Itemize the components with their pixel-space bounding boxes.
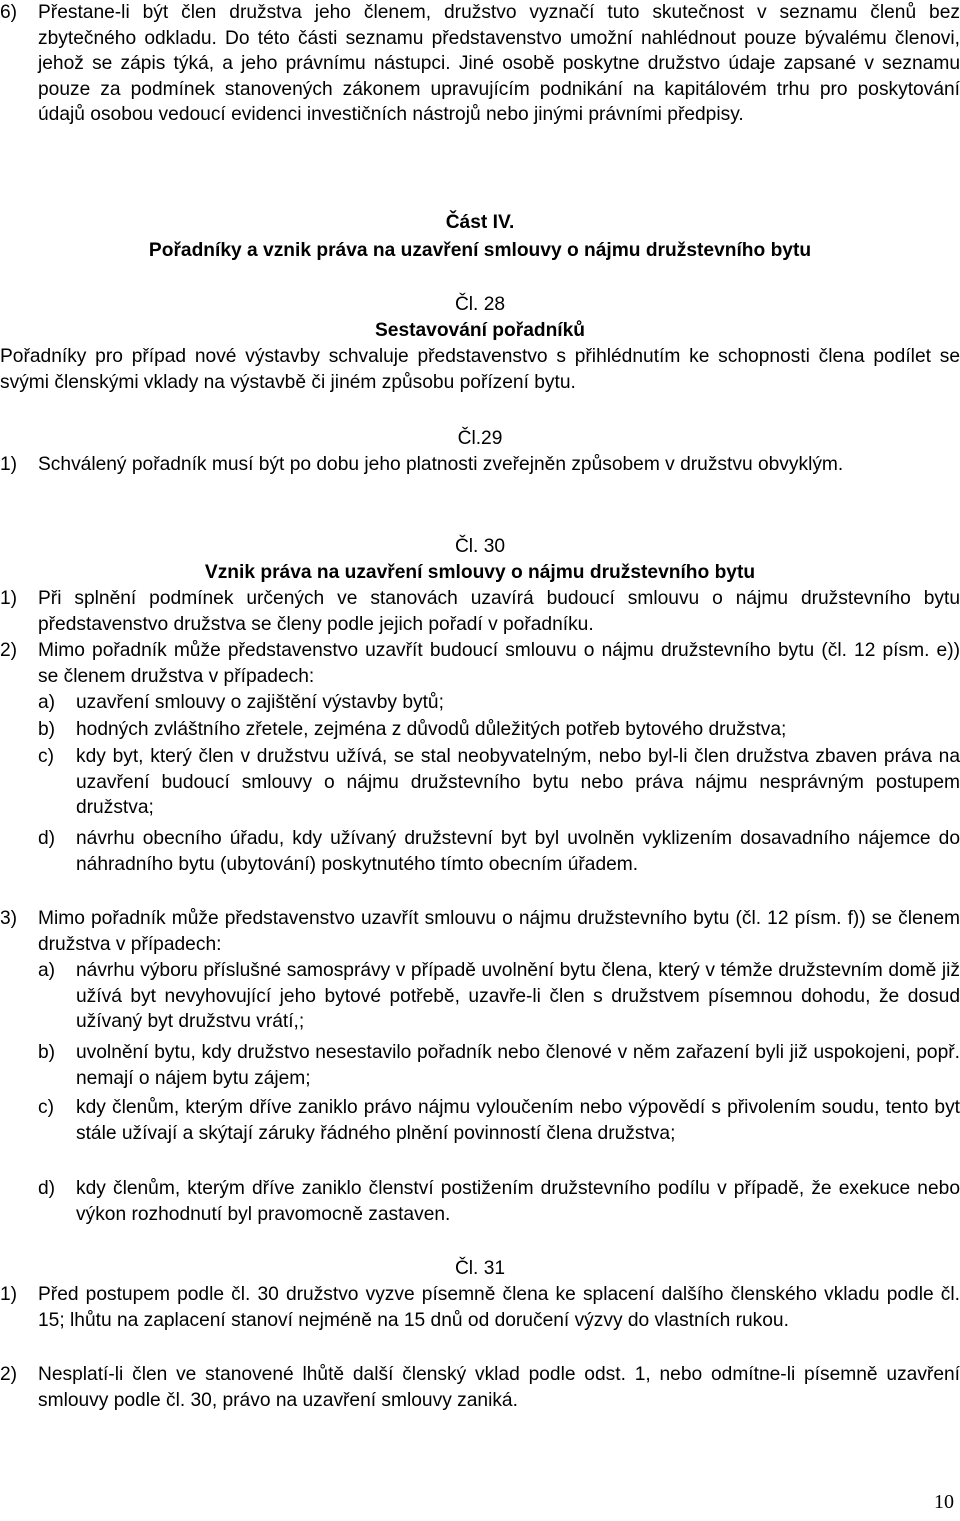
article-29-item-text: Schválený pořadník musí být po dobu jeho platnosti zveřejněn způsobem v družstvu obvyklým. bbox=[38, 454, 844, 475]
article-31-item-2 bbox=[0, 1362, 960, 1413]
article-30-p2-item-c bbox=[0, 744, 960, 821]
list-item-letter: b) bbox=[38, 719, 56, 740]
list-item-text: návrhu obecního úřadu, kdy užívaný družstevní byt byl uvolněn vyklizením dosavadního nájemce do náhradního bytu (ubytování) poskytnutého tímto obecním úřadem. bbox=[76, 828, 960, 875]
list-item-text: kdy členům, kterým dříve zaniklo členství postižením družstevního podílu v případě, že exekuce nebo výkon rozhodnutí byl pravomocně zastaven. bbox=[76, 1178, 960, 1225]
article-31-item-1 bbox=[0, 1282, 960, 1333]
article-30-p3-item-a bbox=[0, 958, 960, 1035]
article-30-p3 bbox=[0, 906, 960, 957]
article-29-item bbox=[0, 452, 960, 478]
article-30-label: Čl. 30 bbox=[454, 536, 506, 557]
article-30-p1-text: Při splnění podmínek určených ve stanovách uzavírá budoucí smlouvu o nájmu družstevního bytu představenstvo družstva se členy podle jejich pořadí v pořadníku. bbox=[38, 588, 960, 635]
list-item-text: uzavření smlouvy o zajištění výstavby bytů; bbox=[76, 692, 444, 713]
article-30-p3-item-b bbox=[0, 1040, 960, 1091]
article-30-p3-item-c bbox=[0, 1095, 960, 1146]
list-item-letter: d) bbox=[38, 828, 56, 849]
article-30-p2-item-a bbox=[0, 690, 960, 716]
article-30-p3-number: 3) bbox=[0, 908, 18, 929]
list-item-text: uvolnění bytu, kdy družstvo nesestavilo pořadník nebo členové v něm zařazení byli již uspokojeni, popř. nemají o nájem bytu zájem; bbox=[76, 1042, 960, 1089]
article-30-p2-item-d bbox=[0, 826, 960, 877]
article-28-title: Sestavování pořadníků bbox=[374, 320, 586, 341]
article-30-p2 bbox=[0, 638, 960, 689]
list-item-text: návrhu výboru příslušné samosprávy v případě uvolnění bytu člena, který v témže družstevním domě již užívá byt nevyhovující jeho bytové potřebě, uzavře-li člen s družstvem písemnou dohodu, že dosud užívaný byt družstvu vrátí,; bbox=[76, 960, 960, 1032]
article-29-item-number: 1) bbox=[0, 454, 18, 475]
part-title: Pořadníky a vznik práva na uzavření smlouvy o nájmu družstevního bytu bbox=[148, 240, 812, 261]
list-item-text: kdy členům, kterým dříve zaniklo právo nájmu vyloučením nebo výpovědí s přivolením soudu, tento byt stále užívají a skýtají záruky řádného plnění povinností člena družstva; bbox=[76, 1097, 960, 1144]
article-30-p3-item-d bbox=[0, 1176, 960, 1227]
list-item-letter: c) bbox=[38, 1097, 54, 1118]
article-31-item-text: Nesplatí-li člen ve stanovené lhůtě další členský vklad podle odst. 1, nebo odmítne-li písemně uzavření smlouvy podle čl. 30, právo na uzavření smlouvy zaniká. bbox=[38, 1364, 960, 1411]
list-item-text: hodných zvláštního zřetele, zejména z důvodů důležitých potřeb bytového družstva; bbox=[76, 719, 787, 740]
list-item-letter: c) bbox=[38, 746, 54, 767]
article-30-p1 bbox=[0, 586, 960, 637]
article-28-text: Pořadníky pro případ nové výstavby schvaluje představenstvo s přihlédnutím ke schopnosti člena podílet se svými členskými vklady na výstavbě či jiném způsobu pořízení bytu. bbox=[0, 346, 960, 393]
article-29-label: Čl.29 bbox=[457, 428, 503, 449]
intro-paragraph bbox=[0, 0, 960, 128]
intro-number: 6) bbox=[0, 2, 18, 23]
article-30-p2-text: Mimo pořadník může představenstvo uzavřít budoucí smlouvu o nájmu družstevního bytu (čl. 12 písm. e)) se členem družstva v případech: bbox=[38, 640, 960, 687]
intro-text: Přestane-li být člen družstva jeho členem, družstvo vyznačí tuto skutečnost v seznamu členů bez zbytečného odkladu. Do této části seznamu představenstvo umožní nahlédnout pouze bývalému členovi, jehož se zápis týká, a jeho právnímu nástupci. Jiné osobě poskytne družstvo údaje zapsané v seznamu pouze za podmínek stanovených zákonem upravujícím podnikání na kapitálovém trhu pro poskytování údajů osobou vedoucí evidenci investičních nástrojů nebo jinými právními předpisy. bbox=[38, 2, 960, 125]
article-31-item-number: 2) bbox=[0, 1364, 18, 1385]
article-30-title: Vznik práva na uzavření smlouvy o nájmu družstevního bytu bbox=[204, 562, 756, 583]
list-item-letter: d) bbox=[38, 1178, 56, 1199]
list-item-letter: b) bbox=[38, 1042, 56, 1063]
page-number: 10 bbox=[934, 1491, 954, 1513]
article-31-item-number: 1) bbox=[0, 1284, 18, 1305]
article-30-p2-item-b bbox=[0, 717, 960, 743]
article-30-p2-number: 2) bbox=[0, 640, 18, 661]
article-30-p3-text: Mimo pořadník může představenstvo uzavřít smlouvu o nájmu družstevního bytu (čl. 12 písm. f)) se členem družstva v případech: bbox=[38, 908, 960, 955]
list-item-text: kdy byt, který člen v družstvu užívá, se stal neobyvatelným, nebo byl-li člen družstva zbaven práva na uzavření budoucí smlouvy o nájmu družstevního bytu nebo práva nájmu nesprávným postupem družstva; bbox=[76, 746, 960, 818]
article-28-label: Čl. 28 bbox=[454, 294, 506, 315]
article-31-label: Čl. 31 bbox=[454, 1258, 506, 1279]
article-31-item-text: Před postupem podle čl. 30 družstvo vyzve písemně člena ke splacení dalšího členského vkladu podle čl. 15; lhůtu na zaplacení stanoví nejméně na 15 dnů od doručení výzvy do vlastních rukou. bbox=[38, 1284, 960, 1331]
article-30-p1-number: 1) bbox=[0, 588, 18, 609]
list-item-letter: a) bbox=[38, 960, 56, 981]
list-item-letter: a) bbox=[38, 692, 56, 713]
part-label: Část IV. bbox=[445, 212, 515, 233]
